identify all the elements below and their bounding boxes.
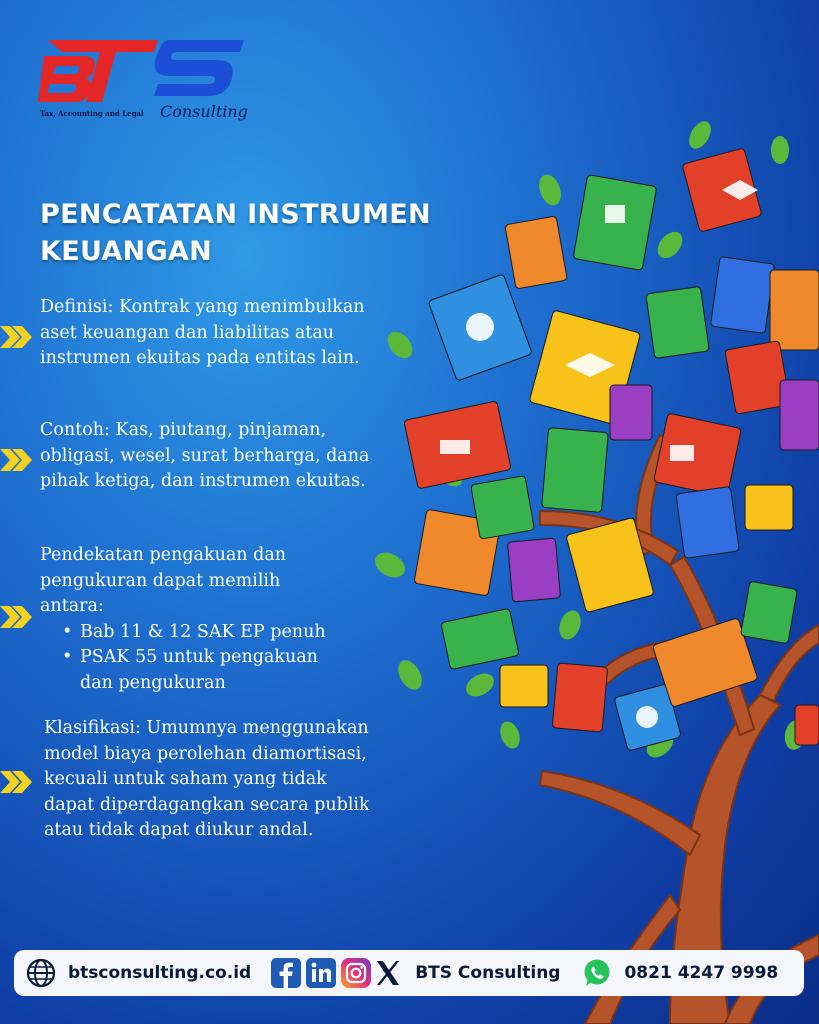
logo-subtitle: Consulting	[160, 102, 248, 121]
brand-logo	[38, 36, 248, 128]
footer-phone[interactable]	[582, 958, 778, 988]
chevron-right-icon	[0, 600, 34, 634]
contoh-text: Contoh: Kas, piutang, pinjaman, obligasi, wesel, surat berharga, dana pihak ketiga, dan instrumen ekuitas.	[40, 420, 370, 491]
phone-number[interactable]: 0821 4247 9998	[624, 963, 779, 983]
book-tree-illustration	[340, 95, 819, 1024]
whatsapp-icon	[582, 958, 612, 988]
logo-tagline: Tax, Accounting and Legal	[40, 109, 144, 118]
chevron-right-icon	[0, 320, 34, 354]
pendekatan-list	[40, 620, 340, 697]
klasifikasi-text: Klasifikasi: Umumnya menggunakan model biaya perolehan diamortisasi, kecuali untuk saham yang tidak dapat diperdagangkan secara publik atau tidak dapat diukur andal.	[44, 718, 370, 840]
list-item: • Bab 11 & 12 SAK EP penuh	[80, 620, 340, 646]
chevron-right-icon	[0, 765, 34, 799]
definisi-text: Definisi: Kontrak yang menimbulkan aset keuangan dan liabilitas atau instrumen ekuitas pada entitas lain.	[40, 297, 365, 368]
social-icons	[271, 958, 401, 988]
bts-logo-graphic	[38, 36, 248, 106]
pendekatan-text: Pendekatan pengakuan dan pengukuran dapat memilih antara:	[40, 545, 287, 616]
contact-footer	[14, 950, 804, 996]
facebook-icon[interactable]	[271, 958, 301, 988]
list-item: • PSAK 55 untuk pengakuan dan pengukuran	[80, 645, 340, 696]
pendekatan-block	[40, 543, 340, 696]
footer-website[interactable]	[26, 958, 251, 988]
linkedin-icon[interactable]	[306, 958, 336, 988]
x-twitter-icon[interactable]	[375, 959, 401, 987]
website-link[interactable]: btsconsulting.co.id	[68, 963, 252, 983]
social-handle[interactable]: BTS Consulting	[415, 963, 561, 983]
instagram-icon[interactable]	[341, 958, 371, 988]
page-title: PENCATATAN INSTRUMEN KEUANGAN	[40, 199, 431, 267]
globe-icon	[26, 958, 56, 988]
chevron-right-icon	[0, 443, 34, 477]
